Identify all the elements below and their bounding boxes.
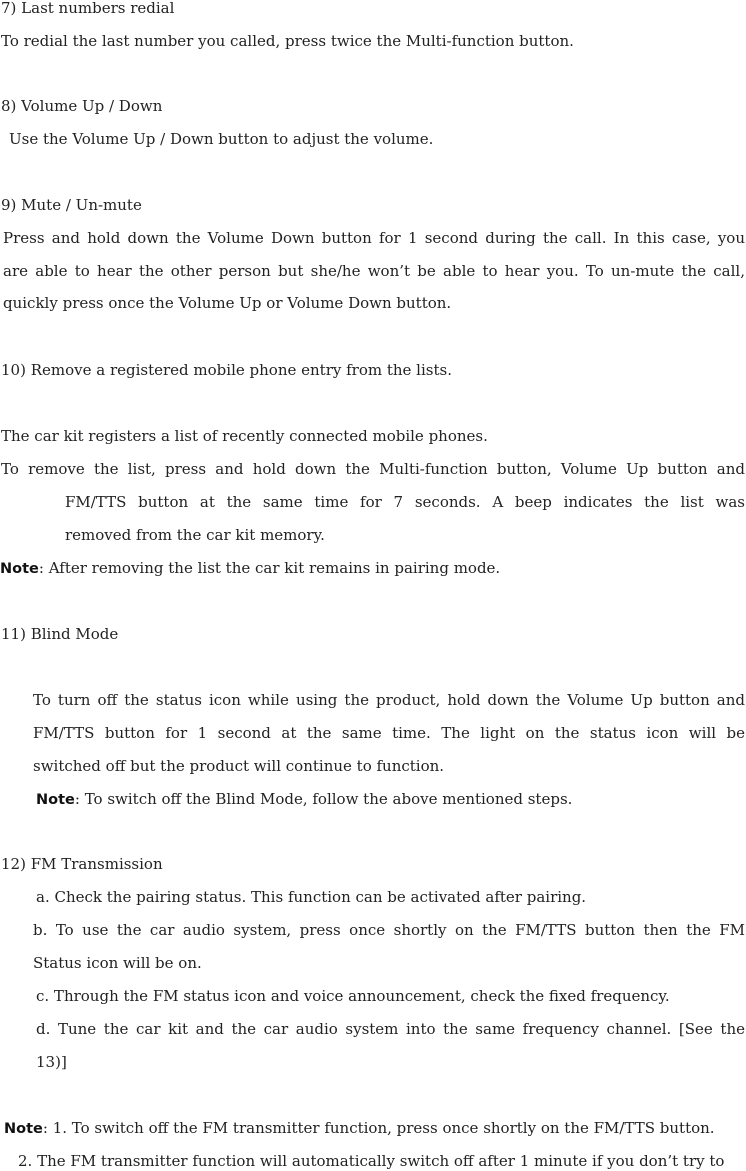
section-12-item-d-line-2: 13)] [36, 1053, 67, 1071]
section-10-text-line-1: The car kit registers a list of recently connected mobile phones. [1, 427, 488, 445]
section-11-note [36, 789, 572, 810]
section-9-text-line-3: quickly press once the Volume Up or Volume Down button. [3, 294, 452, 312]
section-12-item-b-line-2: Status icon will be on. [33, 954, 202, 972]
section-10-note [0, 558, 500, 579]
section-11-text-line-3: switched off but the product will continue to function. [33, 757, 445, 775]
note-label: Note [36, 792, 75, 808]
section-7-text: To redial the last number you called, press twice the Multi-function button. [1, 32, 574, 50]
section-10-text-line-4: removed from the car kit memory. [65, 526, 325, 544]
section-12-note-line-2: 2. The FM transmitter function will automatically switch off after 1 minute if you don’t try to [18, 1152, 725, 1170]
section-8-heading: 8) Volume Up / Down [1, 97, 163, 115]
note-text: : 1. To switch off the FM transmitter function, press once shortly on the FM/TTS button. [42, 1119, 715, 1137]
section-9-text-line-1: Press and hold down the Volume Down button for 1 second during the call. In this case, you [3, 229, 745, 247]
section-9-text-line-2: are able to hear the other person but she/he won’t be able to hear you. To un-mute the call, [3, 262, 745, 280]
section-12-item-d-line-1: d. Tune the car kit and the car audio system into the same frequency channel. [See the [36, 1020, 745, 1038]
note-text: : To switch off the Blind Mode, follow the above mentioned steps. [74, 790, 573, 808]
note-label: Note [4, 1121, 43, 1137]
section-10-text-line-2: To remove the list, press and hold down the Multi-function button, Volume Up button and [1, 460, 745, 478]
section-11-text-line-2: FM/TTS button for 1 second at the same time. The light on the status icon will be [33, 724, 745, 742]
section-12-item-c: c. Through the FM status icon and voice announcement, check the fixed frequency. [36, 987, 670, 1005]
section-11-heading: 11) Blind Mode [1, 625, 119, 643]
section-12-note-line-1 [4, 1118, 715, 1139]
section-7-heading: 7) Last numbers redial [1, 0, 175, 17]
section-12-item-a: a. Check the pairing status. This function can be activated after pairing. [36, 888, 587, 906]
section-12-item-b-line-1: b. To use the car audio system, press once shortly on the FM/TTS button then the FM [33, 921, 745, 939]
section-10-heading: 10) Remove a registered mobile phone entry from the lists. [1, 361, 452, 379]
note-label: Note [0, 561, 39, 577]
section-9-heading: 9) Mute / Un-mute [1, 196, 142, 214]
section-8-text: Use the Volume Up / Down button to adjust the volume. [9, 130, 434, 148]
section-11-text-line-1: To turn off the status icon while using the product, hold down the Volume Up button and [33, 691, 745, 709]
note-text: : After removing the list the car kit remains in pairing mode. [38, 559, 501, 577]
section-12-heading: 12) FM Transmission [1, 855, 163, 873]
section-10-text-line-3: FM/TTS button at the same time for 7 seconds. A beep indicates the list was [65, 493, 745, 511]
